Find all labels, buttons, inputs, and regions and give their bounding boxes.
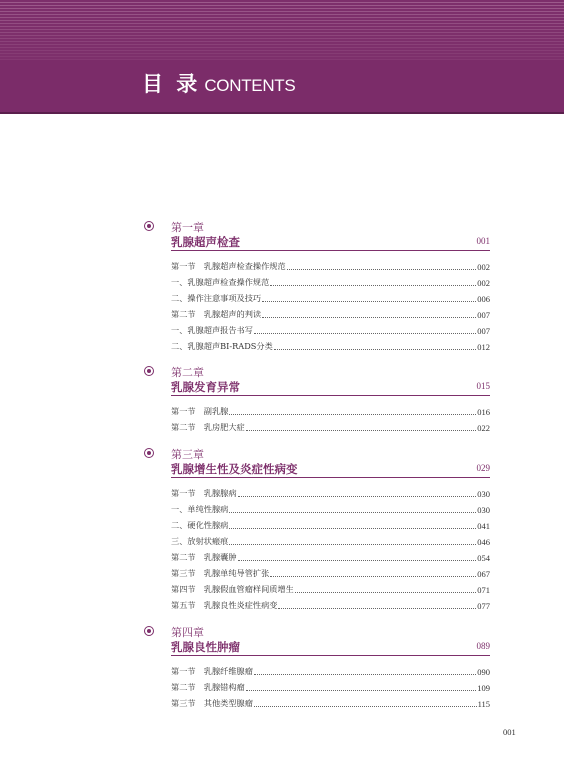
leader-dots xyxy=(295,592,476,593)
toc-entry[interactable] xyxy=(171,336,490,352)
leader-dots xyxy=(270,576,476,577)
bullet-icon xyxy=(144,221,154,231)
entry-page: 007 xyxy=(477,310,490,320)
leader-dots xyxy=(262,317,476,318)
entry-label: 二、操作注意事项及技巧 xyxy=(171,293,262,303)
entry-label: 第一节 乳腺超声检查操作规范 xyxy=(171,261,286,271)
title-en: CONTENTS xyxy=(204,76,296,95)
toc-entry[interactable] xyxy=(171,483,490,499)
bullet-icon xyxy=(144,448,154,458)
header-banner xyxy=(0,0,564,114)
entry-label: 第一节 副乳腺 xyxy=(171,406,229,416)
chapter-page: 089 xyxy=(476,641,490,651)
chapter-title[interactable]: 乳腺增生性及炎症性病变 xyxy=(171,462,298,476)
entry-label: 第二节 乳腺错构瘤 xyxy=(171,682,245,692)
toc-entry[interactable] xyxy=(171,661,490,677)
chapter-page: 029 xyxy=(476,463,490,473)
entry-label: 第一节 乳腺纤维腺瘤 xyxy=(171,666,253,676)
chapter-title[interactable]: 乳腺良性肿瘤 xyxy=(171,640,240,654)
entry-page: 041 xyxy=(477,521,490,531)
entry-label: 一、乳腺超声检查操作规范 xyxy=(171,277,270,287)
leader-dots xyxy=(274,349,476,350)
entry-label: 第二节 乳房肥大症 xyxy=(171,422,245,432)
entry-label: 一、单纯性腺病 xyxy=(171,504,229,514)
entry-page: 022 xyxy=(477,423,490,433)
entry-label: 第三节 其他类型腺瘤 xyxy=(171,698,253,708)
entry-label: 第三节 乳腺单纯导管扩张 xyxy=(171,568,270,578)
toc-entry[interactable] xyxy=(171,515,490,531)
bullet-icon xyxy=(144,366,154,376)
entry-page: 002 xyxy=(477,262,490,272)
entry-page: 016 xyxy=(477,407,490,417)
entry-label: 三、放射状瘢痕 xyxy=(171,536,229,546)
chapter-page: 001 xyxy=(476,236,490,246)
leader-dots xyxy=(254,674,476,675)
entry-page: 071 xyxy=(477,585,490,595)
leader-dots xyxy=(287,269,477,270)
page-title xyxy=(142,68,295,98)
toc-entry[interactable] xyxy=(171,401,490,417)
entry-label: 二、乳腺超声BI-RADS分类 xyxy=(171,341,273,351)
toc-entry[interactable] xyxy=(171,320,490,336)
toc-entry[interactable] xyxy=(171,288,490,304)
entry-label: 第四节 乳腺假血管瘤样间质增生 xyxy=(171,584,294,594)
chapter-rule xyxy=(171,655,490,656)
entry-label: 第五节 乳腺良性炎症性病变 xyxy=(171,600,278,610)
entry-page: 054 xyxy=(477,553,490,563)
entry-page: 030 xyxy=(477,489,490,499)
toc-entry[interactable] xyxy=(171,256,490,272)
chapter-page: 015 xyxy=(476,381,490,391)
leader-dots xyxy=(229,544,476,545)
leader-dots xyxy=(229,414,476,415)
leader-dots xyxy=(246,690,477,691)
leader-dots xyxy=(238,496,477,497)
entry-page: 090 xyxy=(477,667,490,677)
leader-dots xyxy=(254,706,477,707)
entry-page: 067 xyxy=(477,569,490,579)
entry-page: 115 xyxy=(477,699,490,709)
entry-label: 一、乳腺超声报告书写 xyxy=(171,325,253,335)
toc-entry[interactable] xyxy=(171,272,490,288)
toc-entry[interactable] xyxy=(171,693,490,709)
entry-page: 012 xyxy=(477,342,490,352)
leader-dots xyxy=(229,512,476,513)
leader-dots xyxy=(270,285,476,286)
toc-entry[interactable] xyxy=(171,417,490,433)
entry-label: 第一节 乳腺腺病 xyxy=(171,488,237,498)
chapter-title[interactable]: 乳腺发育异常 xyxy=(171,380,240,394)
toc-entry[interactable] xyxy=(171,563,490,579)
leader-dots xyxy=(262,301,476,302)
title-cn: 目 录 xyxy=(142,72,201,96)
entry-label: 二、硬化性腺病 xyxy=(171,520,229,530)
entry-page: 077 xyxy=(477,601,490,611)
leader-dots xyxy=(238,560,477,561)
chapter-number: 第三章 xyxy=(171,448,204,461)
entry-page: 002 xyxy=(477,278,490,288)
toc-entry[interactable] xyxy=(171,579,490,595)
leader-dots xyxy=(254,333,476,334)
toc-entry[interactable] xyxy=(171,547,490,563)
leader-dots xyxy=(278,608,476,609)
chapter-rule xyxy=(171,250,490,251)
leader-dots xyxy=(229,528,476,529)
toc-entry[interactable] xyxy=(171,499,490,515)
leader-dots xyxy=(246,430,477,431)
toc-entry[interactable] xyxy=(171,304,490,320)
entry-page: 109 xyxy=(477,683,490,693)
entry-label: 第二节 乳腺囊肿 xyxy=(171,552,237,562)
chapter-rule xyxy=(171,395,490,396)
chapter-title[interactable]: 乳腺超声检查 xyxy=(171,235,240,249)
entry-page: 030 xyxy=(477,505,490,515)
entry-page: 007 xyxy=(477,326,490,336)
chapter-rule xyxy=(171,477,490,478)
entry-page: 006 xyxy=(477,294,490,304)
bullet-icon xyxy=(144,626,154,636)
header-divider xyxy=(0,112,564,114)
chapter-number: 第四章 xyxy=(171,626,204,639)
toc-entry[interactable] xyxy=(171,531,490,547)
entry-label: 第二节 乳腺超声的判读 xyxy=(171,309,262,319)
chapter-number: 第二章 xyxy=(171,366,204,379)
chapter-number: 第一章 xyxy=(171,221,204,234)
header-stripes-shade xyxy=(0,0,564,60)
entry-page: 046 xyxy=(477,537,490,547)
page-number: 001 xyxy=(503,727,516,737)
toc-entry[interactable] xyxy=(171,595,490,611)
toc-entry[interactable] xyxy=(171,677,490,693)
